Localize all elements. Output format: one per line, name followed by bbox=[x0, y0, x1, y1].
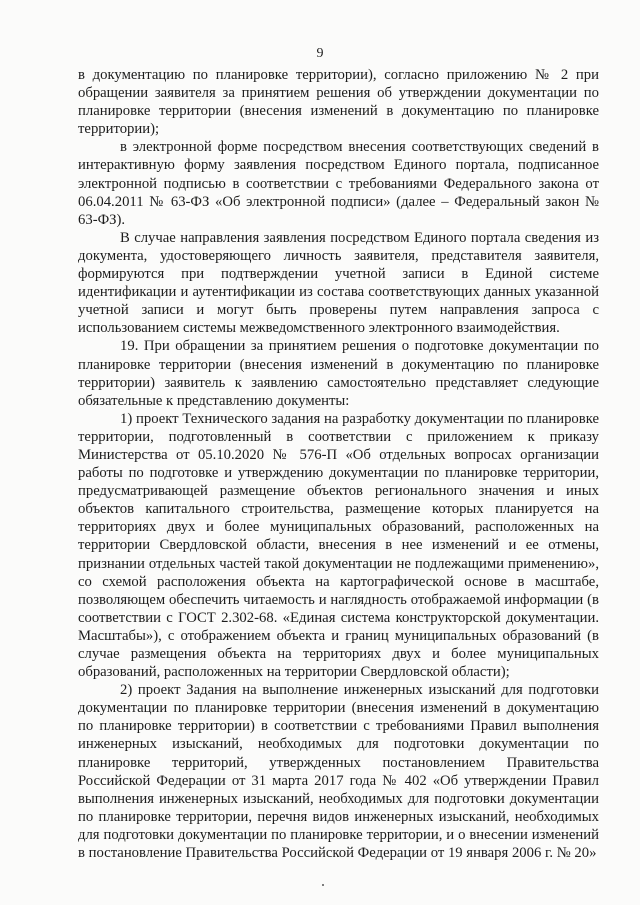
document-body bbox=[78, 66, 599, 862]
paragraph-electronic-form: в электронной форме посредством внесения соответствующих сведений в интерактивную форму заявления посредством Единого портала, подписанное электронной подписью в соответствии с требованиями Федерального закона от 06.04.2011 № 63-ФЗ «Об электронной подписи» (далее – Федеральный закон № 63-ФЗ). bbox=[78, 139, 599, 228]
paragraph-subitem-1: 1) проект Технического задания на разработку документации по планировке территории, подготовленный в соответствии с приложением к приказу Министерства от 05.10.2020 № 576-П «Об отдельных вопросах организации работы по подготовке и утверждению документации по планировке территории, предусматривающей размещение объектов регионального значения и иных объектов капитального строительства, размещение которых планируется на территориях двух и более муниципальных образований, расположенных на территории Свердловской области, внесения в нее изменений и ее отмены, признании отдельных частей такой документации не подлежащими применению», со схемой расположения объекта на картографической основе в масштабе, позволяющем обеспечить читаемость и наглядность отображаемой информации (в соответствии с ГОСТ 2.302-68. «Единая система конструкторской документации. Масштабы»), с отображением объекта и границ муниципальных образований (в случае размещения объекта на территориях двух и более муниципальных образований, расположенных на территории Свердловской области); bbox=[78, 410, 599, 681]
paragraph-item-19: 19. При обращении за принятием решения о подготовке документации по планировке территории (внесения изменений в документацию по планировке территории) заявитель к заявлению самостоятельно представляет следующие обязательные к представлению документы: bbox=[78, 338, 599, 409]
paragraph-identity-data: В случае направления заявления посредством Единого портала сведения из документа, удостоверяющего личность заявителя, представителя заявителя, формируются при подтверждении учетной записи в Единой системе идентификации и аутентификации из состава соответствующих данных указанной учетной записи и могут быть проверены путем направления запроса с использованием системы межведомственного электронного взаимодействия. bbox=[78, 229, 599, 337]
paragraph-subitem-2: 2) проект Задания на выполнение инженерных изысканий для подготовки документации по планировке территории (внесения изменений в документацию по планировке территории) в соответствии с требованиями Правил выполнения инженерных изысканий, необходимых для подготовки документации по планировке территорий, утвержденных постановлением Правительства Российской Федерации от 31 марта 2017 года № 402 «Об утверждении Правил выполнения инженерных изысканий, необходимых для подготовки документации по планировке территории, перечня видов инженерных изысканий, необходимых для подготовки документации по планировке территории, и о внесении изменений в постановление Правительства Российской Федерации от 19 января 2006 г. № 20» bbox=[78, 682, 599, 862]
page-number: 9 bbox=[316, 46, 324, 61]
scan-dot bbox=[322, 884, 324, 886]
paragraph-continuation: в документацию по планировке территории), согласно приложению № 2 при обращении заявителя за принятием решения об утверждении документации по планировке территории (внесения изменений в документацию по планировке территории); bbox=[78, 67, 599, 138]
